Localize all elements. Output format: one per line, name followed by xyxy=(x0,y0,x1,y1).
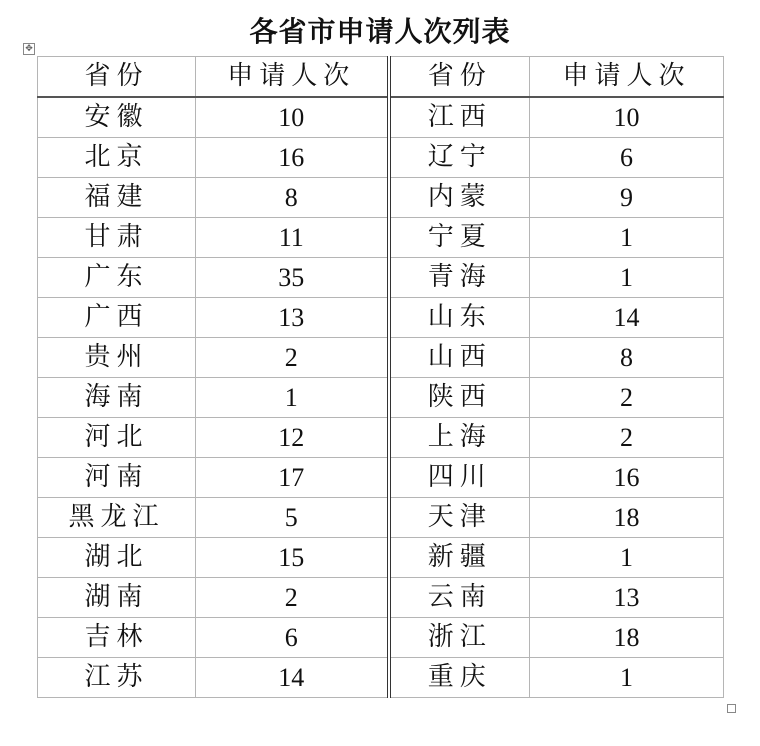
province-cell: 湖北 xyxy=(38,538,196,578)
header-province-left: 省份 xyxy=(38,57,196,98)
count-cell: 18 xyxy=(530,498,724,538)
count-cell: 16 xyxy=(196,138,389,178)
count-cell: 10 xyxy=(530,97,724,138)
table-row xyxy=(38,338,724,378)
province-cell: 黑龙江 xyxy=(38,498,196,538)
count-cell: 35 xyxy=(196,258,389,298)
table-row xyxy=(38,618,724,658)
header-count-right: 申请人次 xyxy=(530,57,724,98)
province-cell: 河北 xyxy=(38,418,196,458)
province-cell: 新疆 xyxy=(389,538,530,578)
province-cell: 河南 xyxy=(38,458,196,498)
province-cell: 广西 xyxy=(38,298,196,338)
count-cell: 11 xyxy=(196,218,389,258)
table-row xyxy=(38,258,724,298)
count-cell: 12 xyxy=(196,418,389,458)
province-cell: 青海 xyxy=(389,258,530,298)
province-cell: 山西 xyxy=(389,338,530,378)
count-cell: 14 xyxy=(196,658,389,698)
province-cell: 安徽 xyxy=(38,97,196,138)
province-cell: 甘肃 xyxy=(38,218,196,258)
province-cell: 海南 xyxy=(38,378,196,418)
count-cell: 13 xyxy=(530,578,724,618)
province-cell: 内蒙 xyxy=(389,178,530,218)
document-title: 各省市申请人次列表 xyxy=(249,15,511,48)
province-cell: 重庆 xyxy=(389,658,530,698)
province-cell: 天津 xyxy=(389,498,530,538)
province-cell: 上海 xyxy=(389,418,530,458)
table-row xyxy=(38,97,724,138)
province-cell: 贵州 xyxy=(38,338,196,378)
count-cell: 8 xyxy=(196,178,389,218)
table-row xyxy=(38,578,724,618)
province-cell: 山东 xyxy=(389,298,530,338)
table-row xyxy=(38,458,724,498)
province-cell: 吉林 xyxy=(38,618,196,658)
count-cell: 5 xyxy=(196,498,389,538)
province-cell: 陕西 xyxy=(389,378,530,418)
table-row xyxy=(38,298,724,338)
province-cell: 北京 xyxy=(38,138,196,178)
count-cell: 1 xyxy=(530,658,724,698)
table-row xyxy=(38,538,724,578)
table-resize-handle[interactable] xyxy=(727,704,736,713)
province-cell: 宁夏 xyxy=(389,218,530,258)
province-table xyxy=(37,56,724,698)
table-row xyxy=(38,218,724,258)
table-row xyxy=(38,498,724,538)
province-cell: 浙江 xyxy=(389,618,530,658)
province-cell: 江苏 xyxy=(38,658,196,698)
count-cell: 1 xyxy=(530,258,724,298)
header-count-left: 申请人次 xyxy=(196,57,389,98)
table-row xyxy=(38,418,724,458)
province-cell: 云南 xyxy=(389,578,530,618)
table-move-handle-icon[interactable]: ✥ xyxy=(23,43,35,55)
count-cell: 1 xyxy=(530,218,724,258)
count-cell: 18 xyxy=(530,618,724,658)
count-cell: 2 xyxy=(196,338,389,378)
province-cell: 江西 xyxy=(389,97,530,138)
count-cell: 9 xyxy=(530,178,724,218)
table-header-row xyxy=(38,57,724,98)
count-cell: 2 xyxy=(530,378,724,418)
count-cell: 6 xyxy=(196,618,389,658)
province-cell: 福建 xyxy=(38,178,196,218)
count-cell: 6 xyxy=(530,138,724,178)
count-cell: 10 xyxy=(196,97,389,138)
count-cell: 2 xyxy=(530,418,724,458)
province-cell: 广东 xyxy=(38,258,196,298)
count-cell: 13 xyxy=(196,298,389,338)
count-cell: 15 xyxy=(196,538,389,578)
count-cell: 8 xyxy=(530,338,724,378)
province-cell: 辽宁 xyxy=(389,138,530,178)
count-cell: 14 xyxy=(530,298,724,338)
table-row xyxy=(38,378,724,418)
count-cell: 16 xyxy=(530,458,724,498)
table-row xyxy=(38,138,724,178)
province-cell: 湖南 xyxy=(38,578,196,618)
count-cell: 1 xyxy=(196,378,389,418)
province-cell: 四川 xyxy=(389,458,530,498)
count-cell: 2 xyxy=(196,578,389,618)
count-cell: 17 xyxy=(196,458,389,498)
count-cell: 1 xyxy=(530,538,724,578)
header-province-right: 省份 xyxy=(389,57,530,98)
table-row xyxy=(38,658,724,698)
table-row xyxy=(38,178,724,218)
